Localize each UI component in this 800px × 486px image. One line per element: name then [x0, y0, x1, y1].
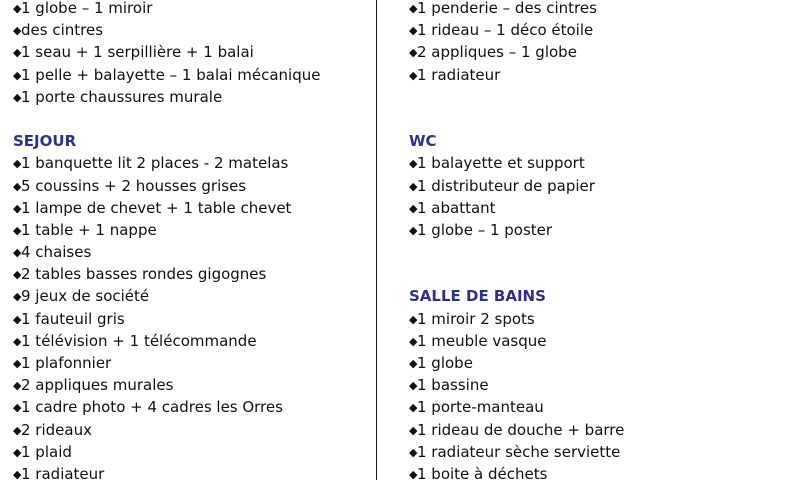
item-text: 1 cadre photo + 4 cadres les Orres — [21, 398, 283, 417]
diamond-bullet-icon: ◆ — [13, 157, 22, 171]
diamond-bullet-icon: ◆ — [13, 68, 22, 82]
list-item — [409, 441, 769, 463]
item-text: 1 globe – 1 miroir — [21, 0, 153, 17]
left-top-list — [13, 0, 373, 108]
list-item — [409, 152, 769, 174]
diamond-bullet-icon: ◆ — [13, 357, 22, 370]
list-item — [13, 197, 373, 219]
diamond-bullet-icon: ◆ — [409, 445, 418, 459]
diamond-bullet-icon: ◆ — [13, 467, 22, 481]
sejour-heading: SEJOUR — [13, 132, 77, 151]
list-item — [13, 419, 373, 441]
item-text: 1 télévision + 1 télécommande — [21, 331, 257, 350]
item-text: 1 seau + 1 serpillière + 1 balai — [21, 43, 254, 62]
diamond-bullet-icon: ◆ — [409, 334, 418, 348]
item-text: 1 porte chaussures murale — [21, 87, 223, 106]
item-text: 1 rideau de douche + barre — [417, 420, 625, 439]
item-text: 2 appliques – 1 globe — [417, 43, 577, 62]
diamond-bullet-icon: ◆ — [13, 90, 22, 104]
diamond-bullet-icon: ◆ — [13, 401, 22, 415]
diamond-bullet-icon: ◆ — [13, 201, 22, 215]
list-item — [13, 152, 373, 174]
list-item — [409, 352, 769, 374]
item-text: 1 miroir 2 spots — [417, 309, 535, 328]
diamond-bullet-icon: ◆ — [13, 2, 22, 15]
list-item — [13, 0, 373, 19]
diamond-bullet-icon: ◆ — [409, 201, 418, 215]
salle-de-bains-heading: SALLE DE BAINS — [409, 287, 546, 306]
diamond-bullet-icon: ◆ — [13, 290, 22, 304]
diamond-bullet-icon: ◆ — [409, 2, 418, 15]
list-item — [409, 19, 769, 41]
item-text: 1 banquette lit 2 places - 2 matelas — [21, 154, 289, 173]
right-column — [409, 0, 769, 485]
sejour-section — [13, 130, 373, 485]
diamond-bullet-icon: ◆ — [409, 223, 418, 237]
list-item — [13, 308, 373, 330]
list-item — [409, 396, 769, 418]
item-text: 1 penderie – des cintres — [417, 0, 597, 17]
diamond-bullet-icon: ◆ — [409, 24, 418, 38]
spacer — [409, 241, 769, 285]
wc-list — [409, 152, 769, 241]
salle-de-bains-list — [409, 308, 769, 486]
item-text: 1 abattant — [417, 198, 496, 217]
item-text: 1 meuble vasque — [417, 331, 547, 350]
list-item — [13, 263, 373, 285]
wc-section — [409, 130, 769, 241]
list-item — [13, 64, 373, 86]
left-column — [13, 0, 373, 485]
item-text: 1 radiateur sèche serviette — [417, 442, 621, 461]
item-text: 1 balayette et support — [417, 154, 585, 173]
list-item — [409, 308, 769, 330]
diamond-bullet-icon: ◆ — [13, 46, 22, 60]
list-item — [13, 241, 373, 263]
item-text: 1 radiateur — [21, 464, 105, 483]
left-top-section — [13, 0, 373, 108]
list-item — [13, 441, 373, 463]
list-item — [409, 197, 769, 219]
list-item — [13, 330, 373, 352]
list-item — [409, 175, 769, 197]
list-item — [409, 330, 769, 352]
item-text: 1 pelle + balayette – 1 balai mécanique — [21, 65, 321, 84]
spacer — [13, 108, 373, 130]
item-text: 5 coussins + 2 housses grises — [21, 176, 247, 195]
wc-heading: WC — [409, 132, 437, 151]
salle-de-bains-section — [409, 285, 769, 485]
item-text: 4 chaises — [21, 243, 92, 262]
item-text: des cintres — [21, 21, 104, 40]
item-text: 1 globe — [417, 354, 473, 373]
list-item — [13, 463, 373, 485]
diamond-bullet-icon: ◆ — [409, 357, 418, 371]
list-item — [409, 64, 769, 86]
item-text: 1 boite à déchets — [417, 464, 548, 483]
diamond-bullet-icon: ◆ — [409, 423, 418, 437]
diamond-bullet-icon: ◆ — [13, 379, 22, 393]
diamond-bullet-icon: ◆ — [13, 334, 22, 348]
diamond-bullet-icon: ◆ — [409, 467, 418, 481]
list-item — [13, 19, 373, 41]
diamond-bullet-icon: ◆ — [13, 24, 22, 38]
item-text: 1 rideau – 1 déco étoile — [417, 21, 594, 40]
list-item — [409, 463, 769, 485]
diamond-bullet-icon: ◆ — [13, 445, 22, 459]
diamond-bullet-icon: ◆ — [409, 179, 418, 193]
list-item — [409, 374, 769, 396]
item-text: 1 lampe de chevet + 1 table chevet — [21, 198, 292, 217]
right-top-list — [409, 0, 769, 86]
diamond-bullet-icon: ◆ — [13, 268, 22, 282]
item-text: 1 plafonnier — [21, 354, 112, 372]
item-text: 1 plaid — [21, 442, 72, 461]
diamond-bullet-icon: ◆ — [409, 312, 418, 326]
list-item — [13, 41, 373, 63]
diamond-bullet-icon: ◆ — [13, 423, 22, 437]
column-divider — [376, 0, 377, 480]
item-text: 1 table + 1 nappe — [21, 220, 157, 239]
diamond-bullet-icon: ◆ — [409, 157, 418, 171]
item-text: 1 globe – 1 poster — [417, 220, 553, 239]
sejour-list — [13, 152, 373, 485]
diamond-bullet-icon: ◆ — [409, 68, 418, 82]
item-text: 1 radiateur — [417, 65, 501, 84]
spacer — [409, 86, 769, 130]
list-item — [13, 374, 373, 396]
diamond-bullet-icon: ◆ — [409, 46, 418, 60]
item-text: 2 appliques murales — [21, 376, 174, 395]
list-item — [409, 0, 769, 19]
list-item — [409, 419, 769, 441]
diamond-bullet-icon: ◆ — [13, 312, 22, 326]
diamond-bullet-icon: ◆ — [409, 379, 418, 393]
list-item — [13, 285, 373, 307]
diamond-bullet-icon: ◆ — [13, 246, 22, 260]
right-top-section — [409, 0, 769, 86]
list-item — [13, 219, 373, 241]
list-item — [13, 175, 373, 197]
item-text: 1 porte-manteau — [417, 398, 544, 417]
item-text: 2 tables basses rondes gigognes — [21, 265, 267, 284]
item-text: 2 rideaux — [21, 420, 92, 439]
diamond-bullet-icon: ◆ — [13, 223, 22, 237]
item-text: 9 jeux de société — [21, 287, 150, 306]
list-item — [13, 396, 373, 418]
diamond-bullet-icon: ◆ — [13, 179, 22, 193]
diamond-bullet-icon: ◆ — [409, 401, 418, 415]
item-text: 1 bassine — [417, 376, 489, 395]
list-item — [13, 352, 373, 374]
item-text: 1 fauteuil gris — [21, 309, 125, 328]
item-text: 1 distributeur de papier — [417, 176, 595, 195]
list-item — [409, 41, 769, 63]
list-item — [13, 86, 373, 108]
list-item — [409, 219, 769, 241]
